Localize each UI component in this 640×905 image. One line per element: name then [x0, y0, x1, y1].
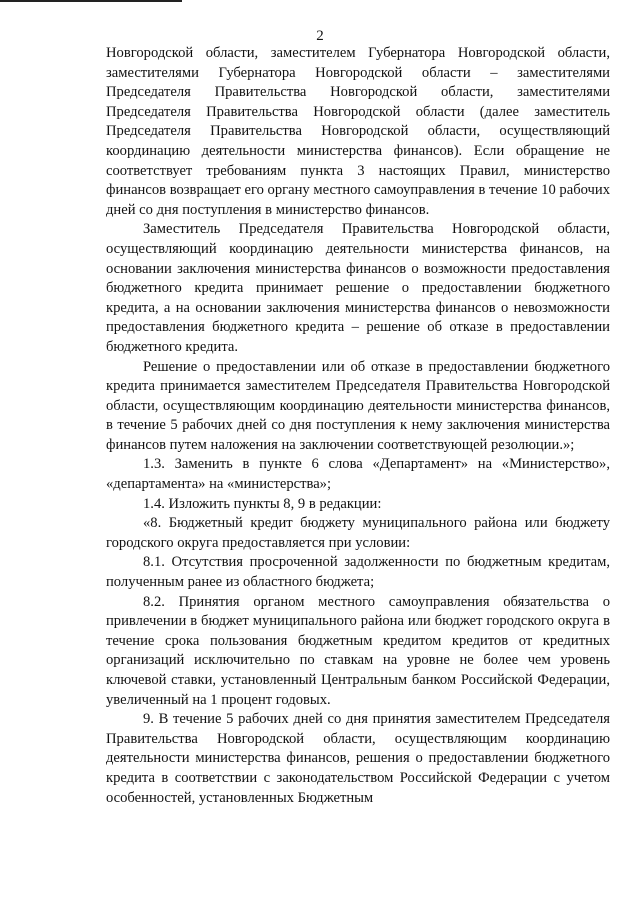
paragraph-item-1-4: 1.4. Изложить пункты 8, 9 в редакции: — [143, 495, 382, 512]
top-rule — [0, 0, 182, 2]
page-number: 2 — [316, 28, 324, 44]
paragraph-continued: Новгородской области, заместителем Губернатора Новгородской области, заместителями Губернатора Новгородской области – заместителями Председателя Правительства Новгородской области, заместителями Председателя Правительства Новгородской области (далее заместитель Председателя Правительства Новгородской области, осуществляющий координацию деятельности министерства финансов). Если обращение не соответствует требованиям пункта 3 настоящих Правил, министерство финансов возвращает его органу местного самоуправления в течение 10 рабочих дней со дня поступления в министерство финансов. — [106, 45, 610, 218]
paragraph-decision-term: Решение о предоставлении или об отказе в предоставлении бюджетного кредита принимается заместителем Председателя Правительства Новгородской области, осуществляющим координацию деятельности министерства финансов, в течение 5 рабочих дней со дня поступления к нему заключения министерства финансов путем наложения на заключении соответствующей резолюции.»; — [106, 358, 610, 453]
paragraph-deputy-decision: Заместитель Председателя Правительства Новгородской области, осуществляющий координацию деятельности министерства финансов, на основании заключения министерства финансов о возможности предоставления бюджетного кредита принимает решение о предоставлении бюджетного кредита, а на основании заключения министерства финансов о невозможности предоставления бюджетного кредита – решение об отказе в предоставлении бюджетного кредита. — [106, 221, 610, 355]
paragraph-item-1-3: 1.3. Заменить в пункте 6 слова «Департамент» на «Министерство», «департамента» на «министерства»; — [106, 456, 610, 493]
paragraph-item-9: 9. В течение 5 рабочих дней со дня принятия заместителем Председателя Правительства Новгородской области, осуществляющим координацию деятельности министерства финансов, решения о предоставлении бюджетного кредита в соответствии с законодательством Российской Федерации с учетом особенностей, установленных Бюджетным — [106, 711, 610, 806]
paragraph-item-8-2: 8.2. Принятия органом местного самоуправления обязательства о привлечении в бюджет муниципального района или бюджет городского округа в течение срока пользования бюджетным кредитом кредитов от кредитных организаций исключительно по ставкам на уровне не более чем уровень ключевой ставки, установленный Центральным банком Российской Федерации, увеличенный на 1 процент годовых. — [106, 593, 610, 708]
paragraph-item-8: «8. Бюджетный кредит бюджету муниципального района или бюджету городского округа предоставляется при условии: — [106, 515, 610, 551]
document-body — [106, 44, 610, 808]
paragraph-item-8-1: 8.1. Отсутствия просроченной задолженности по бюджетным кредитам, полученным ранее из областного бюджета; — [106, 554, 610, 591]
